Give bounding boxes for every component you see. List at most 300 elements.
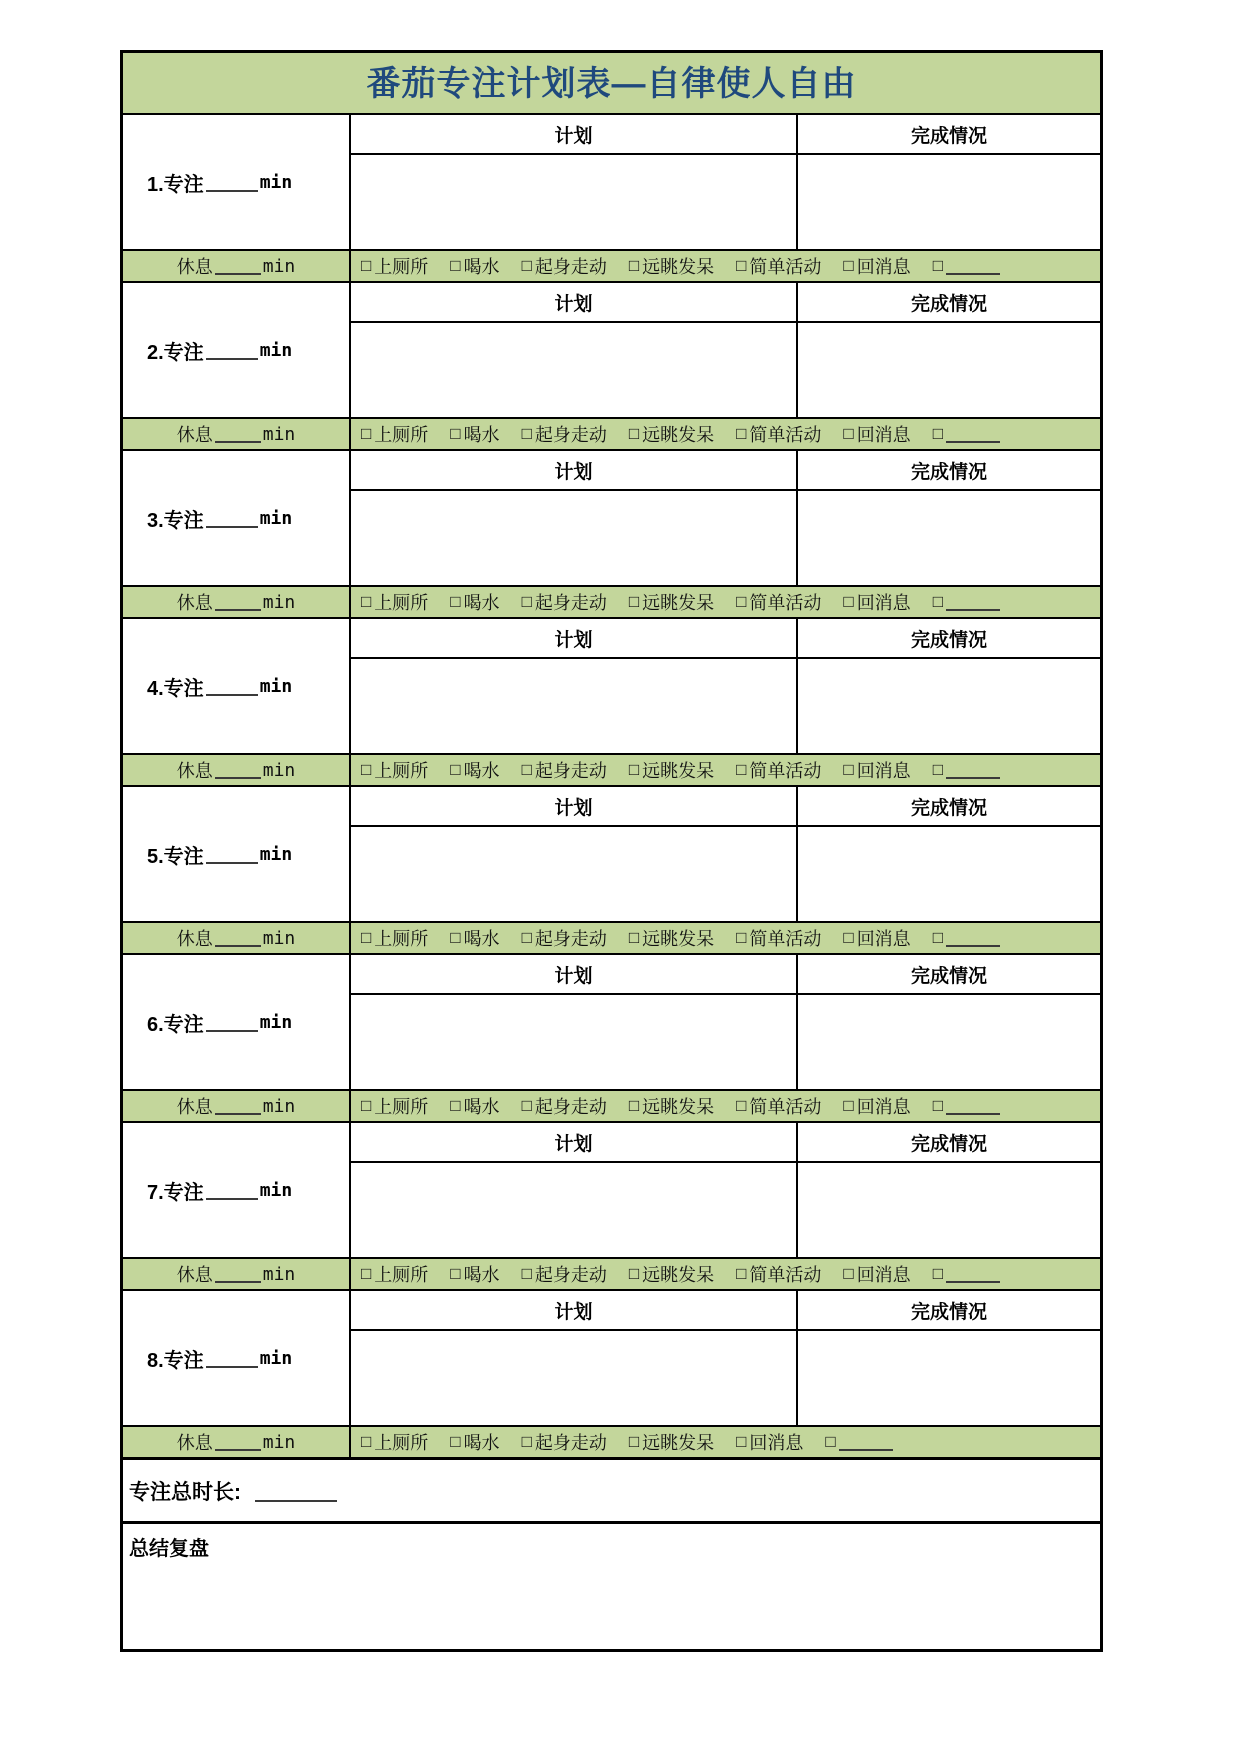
minutes-unit-label: min	[262, 1263, 296, 1285]
checkbox-icon[interactable]: □	[843, 759, 854, 779]
status-entry-cell[interactable]	[798, 1163, 1100, 1257]
status-entry-cell[interactable]	[798, 1331, 1100, 1425]
checkbox-icon[interactable]: □	[450, 759, 461, 779]
checkbox-icon[interactable]: □	[736, 1095, 747, 1115]
rest-minutes-blank-field[interactable]	[215, 929, 261, 947]
rest-option[interactable]	[843, 589, 910, 615]
rest-row	[123, 921, 1100, 953]
rest-option[interactable]	[522, 1429, 607, 1455]
checkbox-icon[interactable]: □	[736, 759, 747, 779]
entry-row	[351, 1163, 1100, 1257]
rest-option-label: 远眺发呆	[642, 929, 715, 949]
rest-option[interactable]	[450, 757, 499, 783]
rest-option[interactable]	[450, 253, 499, 279]
rest-duration-cell[interactable]	[123, 419, 351, 449]
rest-option[interactable]	[933, 593, 1000, 611]
plan-column-header: 计划	[351, 1123, 798, 1161]
rest-minutes-blank-field[interactable]	[215, 1265, 261, 1283]
rest-option-label: 喝水	[463, 929, 500, 949]
rest-option[interactable]	[843, 421, 910, 447]
checkbox-icon[interactable]: □	[843, 591, 854, 611]
checkbox-icon[interactable]: □	[361, 423, 372, 443]
plan-status-area	[351, 787, 1100, 921]
status-entry-cell[interactable]	[798, 995, 1100, 1089]
checkbox-icon[interactable]: □	[736, 1263, 747, 1283]
rest-option-label: 上厕所	[374, 1433, 429, 1453]
checkbox-icon[interactable]: □	[628, 423, 640, 443]
checkbox-icon[interactable]: □	[843, 927, 854, 947]
plan-entry-cell[interactable]	[351, 1163, 798, 1257]
rest-row	[123, 753, 1100, 785]
status-entry-cell[interactable]	[798, 659, 1100, 753]
checkbox-icon[interactable]: □	[361, 591, 372, 611]
checkbox-icon[interactable]: □	[450, 1263, 461, 1283]
rest-option-label: 上厕所	[374, 929, 429, 949]
rest-option-label: 回消息	[856, 1265, 911, 1285]
rest-option[interactable]	[629, 757, 714, 783]
rest-option-label: 上厕所	[374, 593, 429, 613]
rest-option-label: 起身走动	[534, 593, 607, 613]
rest-row	[123, 417, 1100, 449]
rest-option[interactable]	[522, 253, 607, 279]
rest-option-label: 简单活动	[749, 761, 822, 781]
rest-option-label: 回消息	[856, 257, 911, 277]
focus-label: 2.专注	[147, 341, 204, 364]
rest-option[interactable]	[361, 421, 428, 447]
rest-option[interactable]	[522, 1261, 607, 1287]
rest-minutes-blank-field[interactable]	[215, 257, 261, 275]
rest-option[interactable]	[843, 757, 910, 783]
rest-option[interactable]	[629, 1429, 714, 1455]
plan-status-area	[351, 955, 1100, 1089]
rest-option-blank-field[interactable]	[946, 1265, 1000, 1283]
entry-row	[351, 1331, 1100, 1425]
checkbox-icon[interactable]: □	[736, 423, 747, 443]
rest-option-label: 简单活动	[749, 425, 822, 445]
rest-duration-cell[interactable]	[123, 923, 351, 953]
rest-option-blank-field[interactable]	[839, 1433, 893, 1451]
rest-option-blank-field[interactable]	[946, 593, 1000, 611]
rest-option-label: 回消息	[856, 761, 911, 781]
focus-duration-cell[interactable]	[123, 1123, 351, 1257]
column-header-row	[351, 115, 1100, 155]
focus-block	[123, 281, 1100, 449]
rest-option-label: 远眺发呆	[642, 1433, 715, 1453]
rest-options-cell	[351, 251, 1100, 281]
focus-minutes-blank-field[interactable]	[206, 1012, 258, 1032]
summary-review-label: 总结复盘	[129, 1538, 209, 1560]
checkbox-icon[interactable]: □	[450, 1431, 461, 1451]
rest-option[interactable]	[629, 1093, 714, 1119]
column-header-row	[351, 787, 1100, 827]
rest-minutes-blank-field[interactable]	[215, 593, 261, 611]
focus-label: 7.专注	[147, 1181, 204, 1204]
rest-option-blank-field[interactable]	[946, 1097, 1000, 1115]
rest-option-label: 回消息	[856, 593, 911, 613]
minutes-unit-label: min	[262, 423, 296, 445]
rest-option[interactable]	[629, 925, 714, 951]
rest-duration-cell[interactable]	[123, 251, 351, 281]
focus-minutes-blank-field[interactable]	[206, 1348, 258, 1368]
rest-option[interactable]	[522, 589, 607, 615]
rest-option-label: 上厕所	[374, 1097, 429, 1117]
status-column-header: 完成情况	[910, 293, 987, 315]
minutes-unit-label: min	[259, 843, 293, 865]
focus-row	[123, 115, 1100, 249]
checkbox-icon[interactable]: □	[521, 255, 532, 275]
rest-minutes-blank-field[interactable]	[215, 425, 261, 443]
checkbox-icon[interactable]: □	[361, 759, 372, 779]
focus-row	[123, 787, 1100, 921]
checkbox-icon[interactable]: □	[932, 255, 943, 275]
rest-option-label: 喝水	[463, 593, 500, 613]
pomodoro-planner-table	[120, 50, 1103, 1652]
focus-minutes-blank-field[interactable]	[206, 676, 258, 696]
rest-option-label: 回消息	[856, 1097, 911, 1117]
entry-row	[351, 995, 1100, 1089]
focus-block	[123, 113, 1100, 281]
checkbox-icon[interactable]: □	[450, 927, 461, 947]
rest-option[interactable]	[933, 1097, 1000, 1115]
minutes-unit-label: min	[259, 1347, 293, 1369]
minutes-unit-label: min	[259, 1179, 293, 1201]
rest-option[interactable]	[361, 589, 428, 615]
minutes-unit-label: min	[262, 759, 296, 781]
column-header-row	[351, 619, 1100, 659]
rest-duration-cell[interactable]	[123, 1091, 351, 1121]
checkbox-icon[interactable]: □	[361, 1431, 372, 1451]
plan-entry-cell[interactable]	[351, 995, 798, 1089]
checkbox-icon[interactable]: □	[932, 423, 943, 443]
rest-option[interactable]	[933, 425, 1000, 443]
plan-entry-cell[interactable]	[351, 323, 798, 417]
focus-block	[123, 617, 1100, 785]
checkbox-icon[interactable]: □	[736, 927, 747, 947]
focus-label: 6.专注	[147, 1013, 204, 1036]
rest-row	[123, 585, 1100, 617]
rest-option-label: 远眺发呆	[642, 1097, 715, 1117]
checkbox-icon[interactable]: □	[450, 423, 461, 443]
rest-option-label: 远眺发呆	[642, 761, 715, 781]
rest-option-label: 上厕所	[374, 1265, 429, 1285]
rest-options-cell	[351, 1427, 1100, 1457]
rest-option-blank-field[interactable]	[946, 761, 1000, 779]
entry-row	[351, 491, 1100, 585]
status-entry-cell[interactable]	[798, 491, 1100, 585]
entry-row	[351, 155, 1100, 249]
rest-option-label: 喝水	[463, 257, 500, 277]
column-header-row	[351, 283, 1100, 323]
focus-row	[123, 1291, 1100, 1425]
plan-column-header: 计划	[351, 283, 798, 321]
rest-label: 休息	[176, 1097, 213, 1117]
rest-option[interactable]	[450, 589, 499, 615]
rest-option[interactable]	[522, 757, 607, 783]
status-column-header: 完成情况	[910, 1301, 987, 1323]
rest-option-label: 简单活动	[749, 593, 822, 613]
rest-options-cell	[351, 1259, 1100, 1289]
rest-option-label: 上厕所	[374, 425, 429, 445]
rest-option[interactable]	[736, 421, 821, 447]
checkbox-icon[interactable]: □	[521, 423, 532, 443]
focus-duration-cell[interactable]	[123, 451, 351, 585]
status-column-header: 完成情况	[910, 797, 987, 819]
checkbox-icon[interactable]: □	[628, 759, 640, 779]
checkbox-icon[interactable]: □	[825, 1431, 836, 1451]
rest-option[interactable]	[450, 421, 499, 447]
rest-option[interactable]	[361, 1093, 428, 1119]
rest-option-label: 简单活动	[749, 257, 822, 277]
checkbox-icon[interactable]: □	[450, 1095, 461, 1115]
plan-column-header: 计划	[351, 619, 798, 657]
rest-option-label: 起身走动	[534, 929, 607, 949]
rest-option-label: 简单活动	[749, 1097, 822, 1117]
checkbox-icon[interactable]: □	[628, 1263, 640, 1283]
focus-label: 3.专注	[147, 509, 204, 532]
rest-option-label: 起身走动	[534, 1433, 607, 1453]
rest-option-label: 喝水	[463, 425, 500, 445]
rest-option-label: 回消息	[749, 1433, 804, 1453]
checkbox-icon[interactable]: □	[361, 927, 372, 947]
rest-options-cell	[351, 923, 1100, 953]
status-column-header: 完成情况	[910, 965, 987, 987]
plan-entry-cell[interactable]	[351, 827, 798, 921]
checkbox-icon[interactable]: □	[450, 591, 461, 611]
minutes-unit-label: min	[259, 171, 293, 193]
minutes-unit-label: min	[262, 255, 296, 277]
minutes-unit-label: min	[262, 1431, 296, 1453]
rest-option-label: 简单活动	[749, 929, 822, 949]
focus-duration-cell[interactable]	[123, 1291, 351, 1425]
rest-option[interactable]	[450, 925, 499, 951]
rest-minutes-blank-field[interactable]	[215, 1433, 261, 1451]
rest-option[interactable]	[933, 257, 1000, 275]
rest-option[interactable]	[736, 925, 821, 951]
rest-label: 休息	[176, 257, 213, 277]
rest-option[interactable]	[843, 1261, 910, 1287]
total-focus-label: 专注总时长:	[129, 1480, 241, 1504]
focus-blocks-container	[123, 113, 1100, 1457]
status-column-header: 完成情况	[910, 629, 987, 651]
focus-label: 1.专注	[147, 173, 204, 196]
rest-row	[123, 1257, 1100, 1289]
checkbox-icon[interactable]: □	[521, 1263, 532, 1283]
checkbox-icon[interactable]: □	[843, 423, 854, 443]
plan-column-header: 计划	[351, 451, 798, 489]
checkbox-icon[interactable]: □	[932, 1095, 943, 1115]
checkbox-icon[interactable]: □	[843, 255, 854, 275]
rest-label: 休息	[176, 593, 213, 613]
rest-option-label: 远眺发呆	[642, 1265, 715, 1285]
rest-option[interactable]	[361, 1261, 428, 1287]
rest-option[interactable]	[736, 757, 821, 783]
entry-row	[351, 323, 1100, 417]
rest-option[interactable]	[450, 1429, 499, 1455]
rest-option[interactable]	[361, 1429, 428, 1455]
focus-row	[123, 955, 1100, 1089]
focus-block	[123, 785, 1100, 953]
column-header-row	[351, 1123, 1100, 1163]
rest-option-label: 起身走动	[534, 1097, 607, 1117]
focus-minutes-blank-field[interactable]	[206, 844, 258, 864]
focus-minutes-blank-field[interactable]	[206, 1180, 258, 1200]
focus-row	[123, 1123, 1100, 1257]
minutes-unit-label: min	[262, 1095, 296, 1117]
checkbox-icon[interactable]: □	[521, 591, 532, 611]
plan-entry-cell[interactable]	[351, 1331, 798, 1425]
column-header-row	[351, 1291, 1100, 1331]
rest-option-label: 起身走动	[534, 761, 607, 781]
rest-option-blank-field[interactable]	[946, 929, 1000, 947]
minutes-unit-label: min	[259, 1011, 293, 1033]
status-entry-cell[interactable]	[798, 323, 1100, 417]
checkbox-icon[interactable]: □	[736, 255, 747, 275]
column-header-row	[351, 955, 1100, 995]
rest-minutes-blank-field[interactable]	[215, 761, 261, 779]
rest-option-blank-field[interactable]	[946, 425, 1000, 443]
checkbox-icon[interactable]: □	[628, 591, 640, 611]
entry-row	[351, 659, 1100, 753]
rest-option-label: 简单活动	[749, 1265, 822, 1285]
rest-label: 休息	[176, 1265, 213, 1285]
plan-status-area	[351, 451, 1100, 585]
focus-row	[123, 619, 1100, 753]
rest-option[interactable]	[629, 1261, 714, 1287]
page-title: 番茄专注计划表—自律使人自由	[123, 53, 1100, 113]
rest-option[interactable]	[825, 1433, 892, 1451]
rest-option[interactable]	[361, 253, 428, 279]
rest-option[interactable]	[736, 1261, 821, 1287]
focus-duration-cell[interactable]	[123, 787, 351, 921]
focus-duration-cell[interactable]	[123, 283, 351, 417]
focus-duration-cell[interactable]	[123, 619, 351, 753]
plan-entry-cell[interactable]	[351, 491, 798, 585]
column-header-row	[351, 451, 1100, 491]
status-column-header: 完成情况	[910, 461, 987, 483]
rest-option[interactable]	[522, 925, 607, 951]
minutes-unit-label: min	[262, 591, 296, 613]
summary-review-section[interactable]	[123, 1521, 1100, 1649]
rest-option[interactable]	[843, 925, 910, 951]
focus-block	[123, 953, 1100, 1121]
checkbox-icon[interactable]: □	[628, 1095, 640, 1115]
rest-option[interactable]	[933, 1265, 1000, 1283]
total-focus-blank-field[interactable]	[255, 1479, 337, 1501]
plan-entry-cell[interactable]	[351, 659, 798, 753]
rest-option[interactable]	[450, 1093, 499, 1119]
status-entry-cell[interactable]	[798, 155, 1100, 249]
rest-label: 休息	[176, 761, 213, 781]
focus-duration-cell[interactable]	[123, 955, 351, 1089]
rest-option[interactable]	[629, 589, 714, 615]
checkbox-icon[interactable]: □	[736, 591, 747, 611]
focus-minutes-blank-field[interactable]	[206, 508, 258, 528]
checkbox-icon[interactable]: □	[843, 1095, 854, 1115]
checkbox-icon[interactable]: □	[521, 759, 532, 779]
rest-option[interactable]	[361, 925, 428, 951]
rest-option-blank-field[interactable]	[946, 257, 1000, 275]
rest-duration-cell[interactable]	[123, 1259, 351, 1289]
rest-option[interactable]	[736, 589, 821, 615]
checkbox-icon[interactable]: □	[843, 1263, 854, 1283]
checkbox-icon[interactable]: □	[628, 255, 640, 275]
rest-options-cell	[351, 587, 1100, 617]
rest-row	[123, 1425, 1100, 1457]
rest-option-label: 喝水	[463, 1097, 500, 1117]
minutes-unit-label: min	[259, 507, 293, 529]
plan-status-area	[351, 115, 1100, 249]
checkbox-icon[interactable]: □	[521, 1431, 532, 1451]
checkbox-icon[interactable]: □	[521, 1095, 532, 1115]
rest-option[interactable]	[361, 757, 428, 783]
checkbox-icon[interactable]: □	[932, 1263, 943, 1283]
focus-minutes-blank-field[interactable]	[206, 340, 258, 360]
focus-row	[123, 451, 1100, 585]
rest-option[interactable]	[843, 253, 910, 279]
rest-option-label: 回消息	[856, 929, 911, 949]
rest-option[interactable]	[933, 929, 1000, 947]
focus-minutes-blank-field[interactable]	[206, 172, 258, 192]
rest-option-label: 远眺发呆	[642, 425, 715, 445]
checkbox-icon[interactable]: □	[361, 1095, 372, 1115]
rest-option[interactable]	[736, 1429, 803, 1455]
minutes-unit-label: min	[259, 339, 293, 361]
rest-row	[123, 249, 1100, 281]
checkbox-icon[interactable]: □	[521, 927, 532, 947]
rest-option-label: 喝水	[463, 1433, 500, 1453]
rest-option[interactable]	[736, 1093, 821, 1119]
plan-entry-cell[interactable]	[351, 155, 798, 249]
checkbox-icon[interactable]: □	[736, 1431, 747, 1451]
checkbox-icon[interactable]: □	[628, 1431, 640, 1451]
rest-option[interactable]	[629, 421, 714, 447]
checkbox-icon[interactable]: □	[450, 255, 461, 275]
checkbox-icon[interactable]: □	[361, 255, 372, 275]
rest-option[interactable]	[450, 1261, 499, 1287]
rest-options-cell	[351, 419, 1100, 449]
rest-option[interactable]	[933, 761, 1000, 779]
rest-minutes-blank-field[interactable]	[215, 1097, 261, 1115]
rest-label: 休息	[176, 929, 213, 949]
rest-option-label: 上厕所	[374, 257, 429, 277]
focus-duration-cell[interactable]	[123, 115, 351, 249]
rest-option[interactable]	[736, 253, 821, 279]
rest-option[interactable]	[522, 421, 607, 447]
rest-option-label: 喝水	[463, 761, 500, 781]
checkbox-icon[interactable]: □	[932, 927, 943, 947]
rest-option[interactable]	[629, 253, 714, 279]
rest-duration-cell[interactable]	[123, 587, 351, 617]
focus-row	[123, 283, 1100, 417]
status-entry-cell[interactable]	[798, 827, 1100, 921]
rest-duration-cell[interactable]	[123, 755, 351, 785]
plan-column-header: 计划	[351, 1291, 798, 1329]
checkbox-icon[interactable]: □	[361, 1263, 372, 1283]
rest-option-label: 上厕所	[374, 761, 429, 781]
checkbox-icon[interactable]: □	[932, 759, 943, 779]
checkbox-icon[interactable]: □	[628, 927, 640, 947]
plan-column-header: 计划	[351, 115, 798, 153]
checkbox-icon[interactable]: □	[932, 591, 943, 611]
rest-options-cell	[351, 1091, 1100, 1121]
rest-label: 休息	[176, 425, 213, 445]
status-column-header: 完成情况	[910, 125, 987, 147]
rest-option[interactable]	[843, 1093, 910, 1119]
rest-option[interactable]	[522, 1093, 607, 1119]
focus-label: 4.专注	[147, 677, 204, 700]
rest-option-label: 起身走动	[534, 1265, 607, 1285]
rest-duration-cell[interactable]	[123, 1427, 351, 1457]
